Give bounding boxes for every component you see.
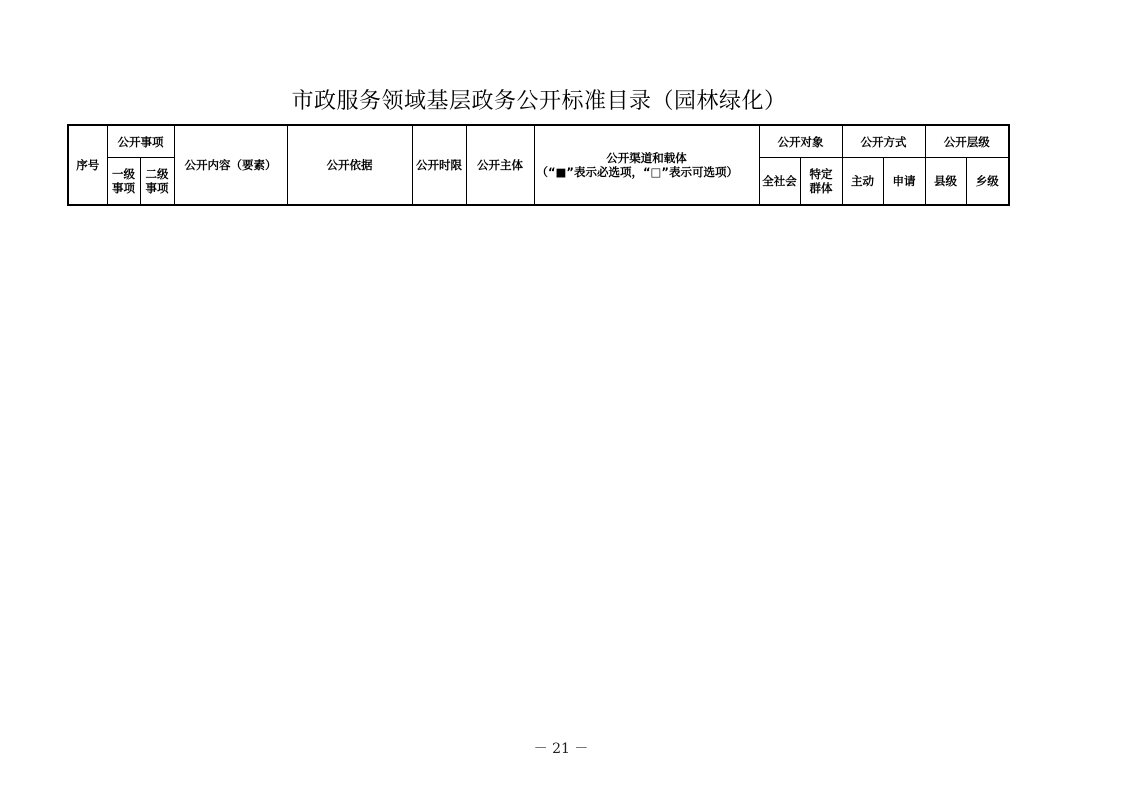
header-channel-title: 公开渠道和载体 [606, 151, 687, 165]
header-content: 公开内容（要素） [174, 125, 287, 205]
page-title: 市政服务领域基层政务公开标准目录（园林绿化） [291, 89, 787, 114]
header-level-township: 乡级 [966, 158, 1009, 206]
header-level2-line1: 二级 [145, 167, 169, 181]
header-level1-line1: 一级 [112, 167, 135, 181]
header-level-county: 县级 [925, 158, 966, 206]
header-time-limit: 公开时限 [412, 125, 466, 205]
page-number: － 21 － [533, 741, 589, 757]
header-channel-note: （“■”表示必选项，“□”表示可选项） [536, 165, 738, 179]
header-audience-all: 全社会 [759, 158, 800, 206]
disclosure-catalog-table [67, 124, 1010, 206]
header-level1-item [107, 158, 140, 206]
header-method-request: 申请 [883, 158, 925, 206]
header-audience-group: 公开对象 [759, 125, 842, 158]
header-channel [534, 125, 759, 205]
header-audience-specific-line1: 特定 [809, 167, 833, 181]
header-basis: 公开依据 [287, 125, 412, 205]
header-level2-line2: 事项 [145, 181, 169, 195]
header-level1-line2: 事项 [112, 181, 135, 195]
header-level-group: 公开层级 [925, 125, 1009, 158]
header-items-group: 公开事项 [107, 125, 174, 158]
header-audience-specific [800, 158, 842, 206]
header-method-active: 主动 [842, 158, 883, 206]
header-level2-item [140, 158, 174, 206]
header-method-group: 公开方式 [842, 125, 925, 158]
header-seq: 序号 [68, 125, 107, 205]
header-audience-specific-line2: 群体 [809, 181, 833, 195]
header-row-top [68, 125, 1009, 158]
header-subject: 公开主体 [466, 125, 534, 205]
